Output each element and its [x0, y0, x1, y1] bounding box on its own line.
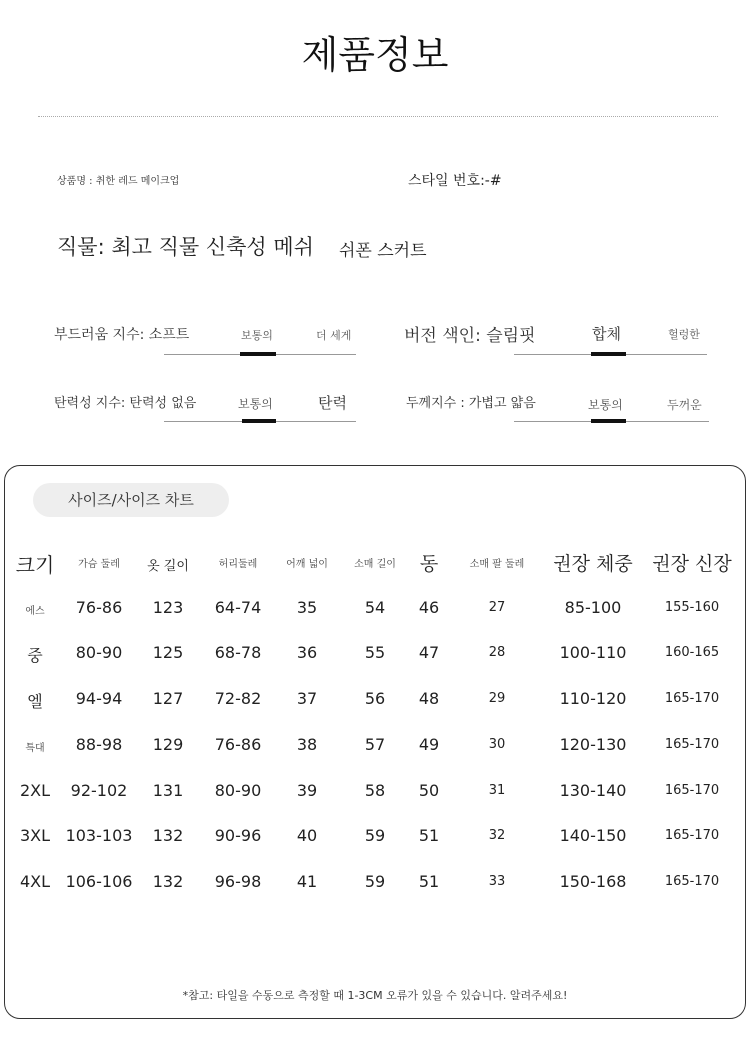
size-cell-r4-c0: 2XL	[19, 781, 51, 800]
size-cell-r5-c0: 3XL	[19, 826, 51, 845]
size-cell-r2-c6: 48	[418, 689, 440, 708]
size-cell-r3-c4: 38	[296, 735, 318, 754]
size-cell-r1-c9: 160-165	[664, 645, 720, 660]
size-cell-r5-c4: 40	[296, 826, 318, 845]
page-title: 제품정보	[301, 33, 449, 77]
size-header-3: 허리둘레	[218, 559, 258, 570]
size-header-6: 동	[419, 553, 439, 575]
size-cell-r4-c5: 58	[364, 781, 386, 800]
elasticity-option-normal: 보통의	[238, 397, 273, 411]
size-header-2: 옷 길이	[147, 559, 189, 574]
size-cell-r6-c2: 132	[152, 872, 184, 891]
size-cell-r5-c2: 132	[152, 826, 184, 845]
size-cell-r4-c7: 31	[488, 783, 506, 798]
size-cell-r3-c1: 88-98	[75, 735, 123, 754]
softness-option-normal: 보통의	[241, 329, 273, 342]
size-cell-r3-c2: 129	[152, 735, 184, 754]
size-cell-r3-c8: 120-130	[559, 735, 627, 754]
size-cell-r5-c1: 103-103	[65, 826, 133, 845]
size-cell-r4-c6: 50	[418, 781, 440, 800]
size-cell-r4-c1: 92-102	[70, 781, 128, 800]
thickness-index-label: 두께지수 : 가볍고 얇음	[406, 396, 536, 411]
fit-option-regular: 합체	[592, 325, 621, 343]
size-cell-r0-c9: 155-160	[664, 600, 720, 615]
size-header-9: 권장 신장	[652, 553, 732, 575]
size-cell-r1-c5: 55	[364, 643, 386, 662]
size-header-7: 소매 팔 둘레	[469, 559, 525, 570]
size-cell-r5-c9: 165-170	[664, 828, 720, 843]
size-cell-r6-c1: 106-106	[65, 872, 133, 891]
divider	[38, 116, 718, 117]
size-cell-r1-c1: 80-90	[75, 643, 123, 662]
softness-option-harder: 더 세게	[316, 329, 352, 342]
size-cell-r1-c7: 28	[488, 645, 506, 660]
size-cell-r2-c0: 엘	[27, 692, 43, 711]
size-header-1: 가슴 둘레	[78, 559, 120, 570]
style-number: 스타일 번호:-#	[408, 173, 502, 189]
size-cell-r6-c8: 150-168	[559, 872, 627, 891]
thickness-option-thick: 두꺼운	[667, 398, 702, 412]
size-cell-r5-c8: 140-150	[559, 826, 627, 845]
size-cell-r4-c3: 80-90	[214, 781, 262, 800]
elasticity-index-label: 탄력성 지수: 탄력성 없음	[54, 396, 197, 411]
size-cell-r3-c6: 49	[418, 735, 440, 754]
size-cell-r6-c5: 59	[364, 872, 386, 891]
size-cell-r0-c4: 35	[296, 598, 318, 617]
elasticity-marker	[242, 419, 276, 423]
size-cell-r2-c9: 165-170	[664, 691, 720, 706]
size-header-0: 크기	[15, 553, 55, 577]
size-cell-r6-c4: 41	[296, 872, 318, 891]
size-cell-r1-c6: 47	[418, 643, 440, 662]
size-cell-r0-c3: 64-74	[214, 598, 262, 617]
size-header-4: 어깨 넓이	[286, 559, 328, 570]
size-cell-r0-c6: 46	[418, 598, 440, 617]
size-cell-r1-c8: 100-110	[559, 643, 627, 662]
size-cell-r0-c8: 85-100	[564, 598, 622, 617]
elasticity-index	[54, 392, 364, 428]
size-header-5: 소매 길이	[354, 559, 396, 570]
thickness-option-normal: 보통의	[588, 398, 623, 412]
size-cell-r0-c7: 27	[488, 600, 506, 615]
softness-index-label: 부드러움 지수: 소프트	[54, 327, 190, 343]
size-cell-r2-c8: 110-120	[559, 689, 627, 708]
measurement-note: *참고: 타일을 수동으로 측정할 때 1-3CM 오류가 있을 수 있습니다. 알려주세요!	[182, 989, 568, 1002]
size-cell-r6-c3: 96-98	[214, 872, 262, 891]
thickness-marker	[591, 419, 626, 423]
size-cell-r6-c0: 4XL	[19, 872, 51, 891]
elasticity-option-elastic: 탄력	[318, 394, 347, 412]
size-cell-r6-c9: 165-170	[664, 874, 720, 889]
size-cell-r4-c8: 130-140	[559, 781, 627, 800]
size-cell-r4-c2: 131	[152, 781, 184, 800]
size-cell-r5-c6: 51	[418, 826, 440, 845]
fit-marker	[591, 352, 626, 356]
size-cell-r3-c3: 76-86	[214, 735, 262, 754]
size-cell-r6-c6: 51	[418, 872, 440, 891]
size-cell-r0-c0: 에스	[25, 606, 45, 617]
size-cell-r1-c2: 125	[152, 643, 184, 662]
thickness-index	[406, 392, 716, 428]
size-cell-r3-c7: 30	[488, 737, 506, 752]
size-cell-r5-c3: 90-96	[214, 826, 262, 845]
softness-marker	[240, 352, 276, 356]
fabric-info: 직물: 최고 직물 신축성 메쉬	[57, 235, 314, 259]
size-cell-r3-c0: 특대	[25, 743, 45, 754]
size-cell-r6-c7: 33	[488, 874, 506, 889]
softness-index	[54, 324, 364, 360]
size-cell-r4-c9: 165-170	[664, 783, 720, 798]
size-cell-r4-c4: 39	[296, 781, 318, 800]
size-cell-r1-c4: 36	[296, 643, 318, 662]
size-cell-r3-c5: 57	[364, 735, 386, 754]
size-cell-r2-c2: 127	[152, 689, 184, 708]
size-cell-r1-c0: 중	[27, 646, 43, 665]
size-cell-r0-c5: 54	[364, 598, 386, 617]
size-cell-r1-c3: 68-78	[214, 643, 262, 662]
size-cell-r3-c9: 165-170	[664, 737, 720, 752]
size-cell-r2-c1: 94-94	[75, 689, 123, 708]
size-cell-r0-c2: 123	[152, 598, 184, 617]
size-cell-r5-c7: 32	[488, 828, 506, 843]
size-cell-r2-c7: 29	[488, 691, 506, 706]
size-cell-r2-c3: 72-82	[214, 689, 262, 708]
fit-index	[404, 321, 714, 361]
size-cell-r5-c5: 59	[364, 826, 386, 845]
size-header-8: 권장 체중	[553, 553, 633, 575]
fit-index-label: 버전 색인: 슬림핏	[404, 326, 536, 346]
size-cell-r0-c1: 76-86	[75, 598, 123, 617]
product-name: 상품명 : 취한 레드 메이크업	[57, 176, 180, 187]
fit-option-loose: 헐렁한	[668, 328, 700, 341]
fabric-sub-info: 쉬폰 스커트	[339, 241, 427, 261]
size-cell-r2-c4: 37	[296, 689, 318, 708]
size-cell-r2-c5: 56	[364, 689, 386, 708]
size-chart-heading: 사이즈/사이즈 차트	[33, 483, 229, 517]
